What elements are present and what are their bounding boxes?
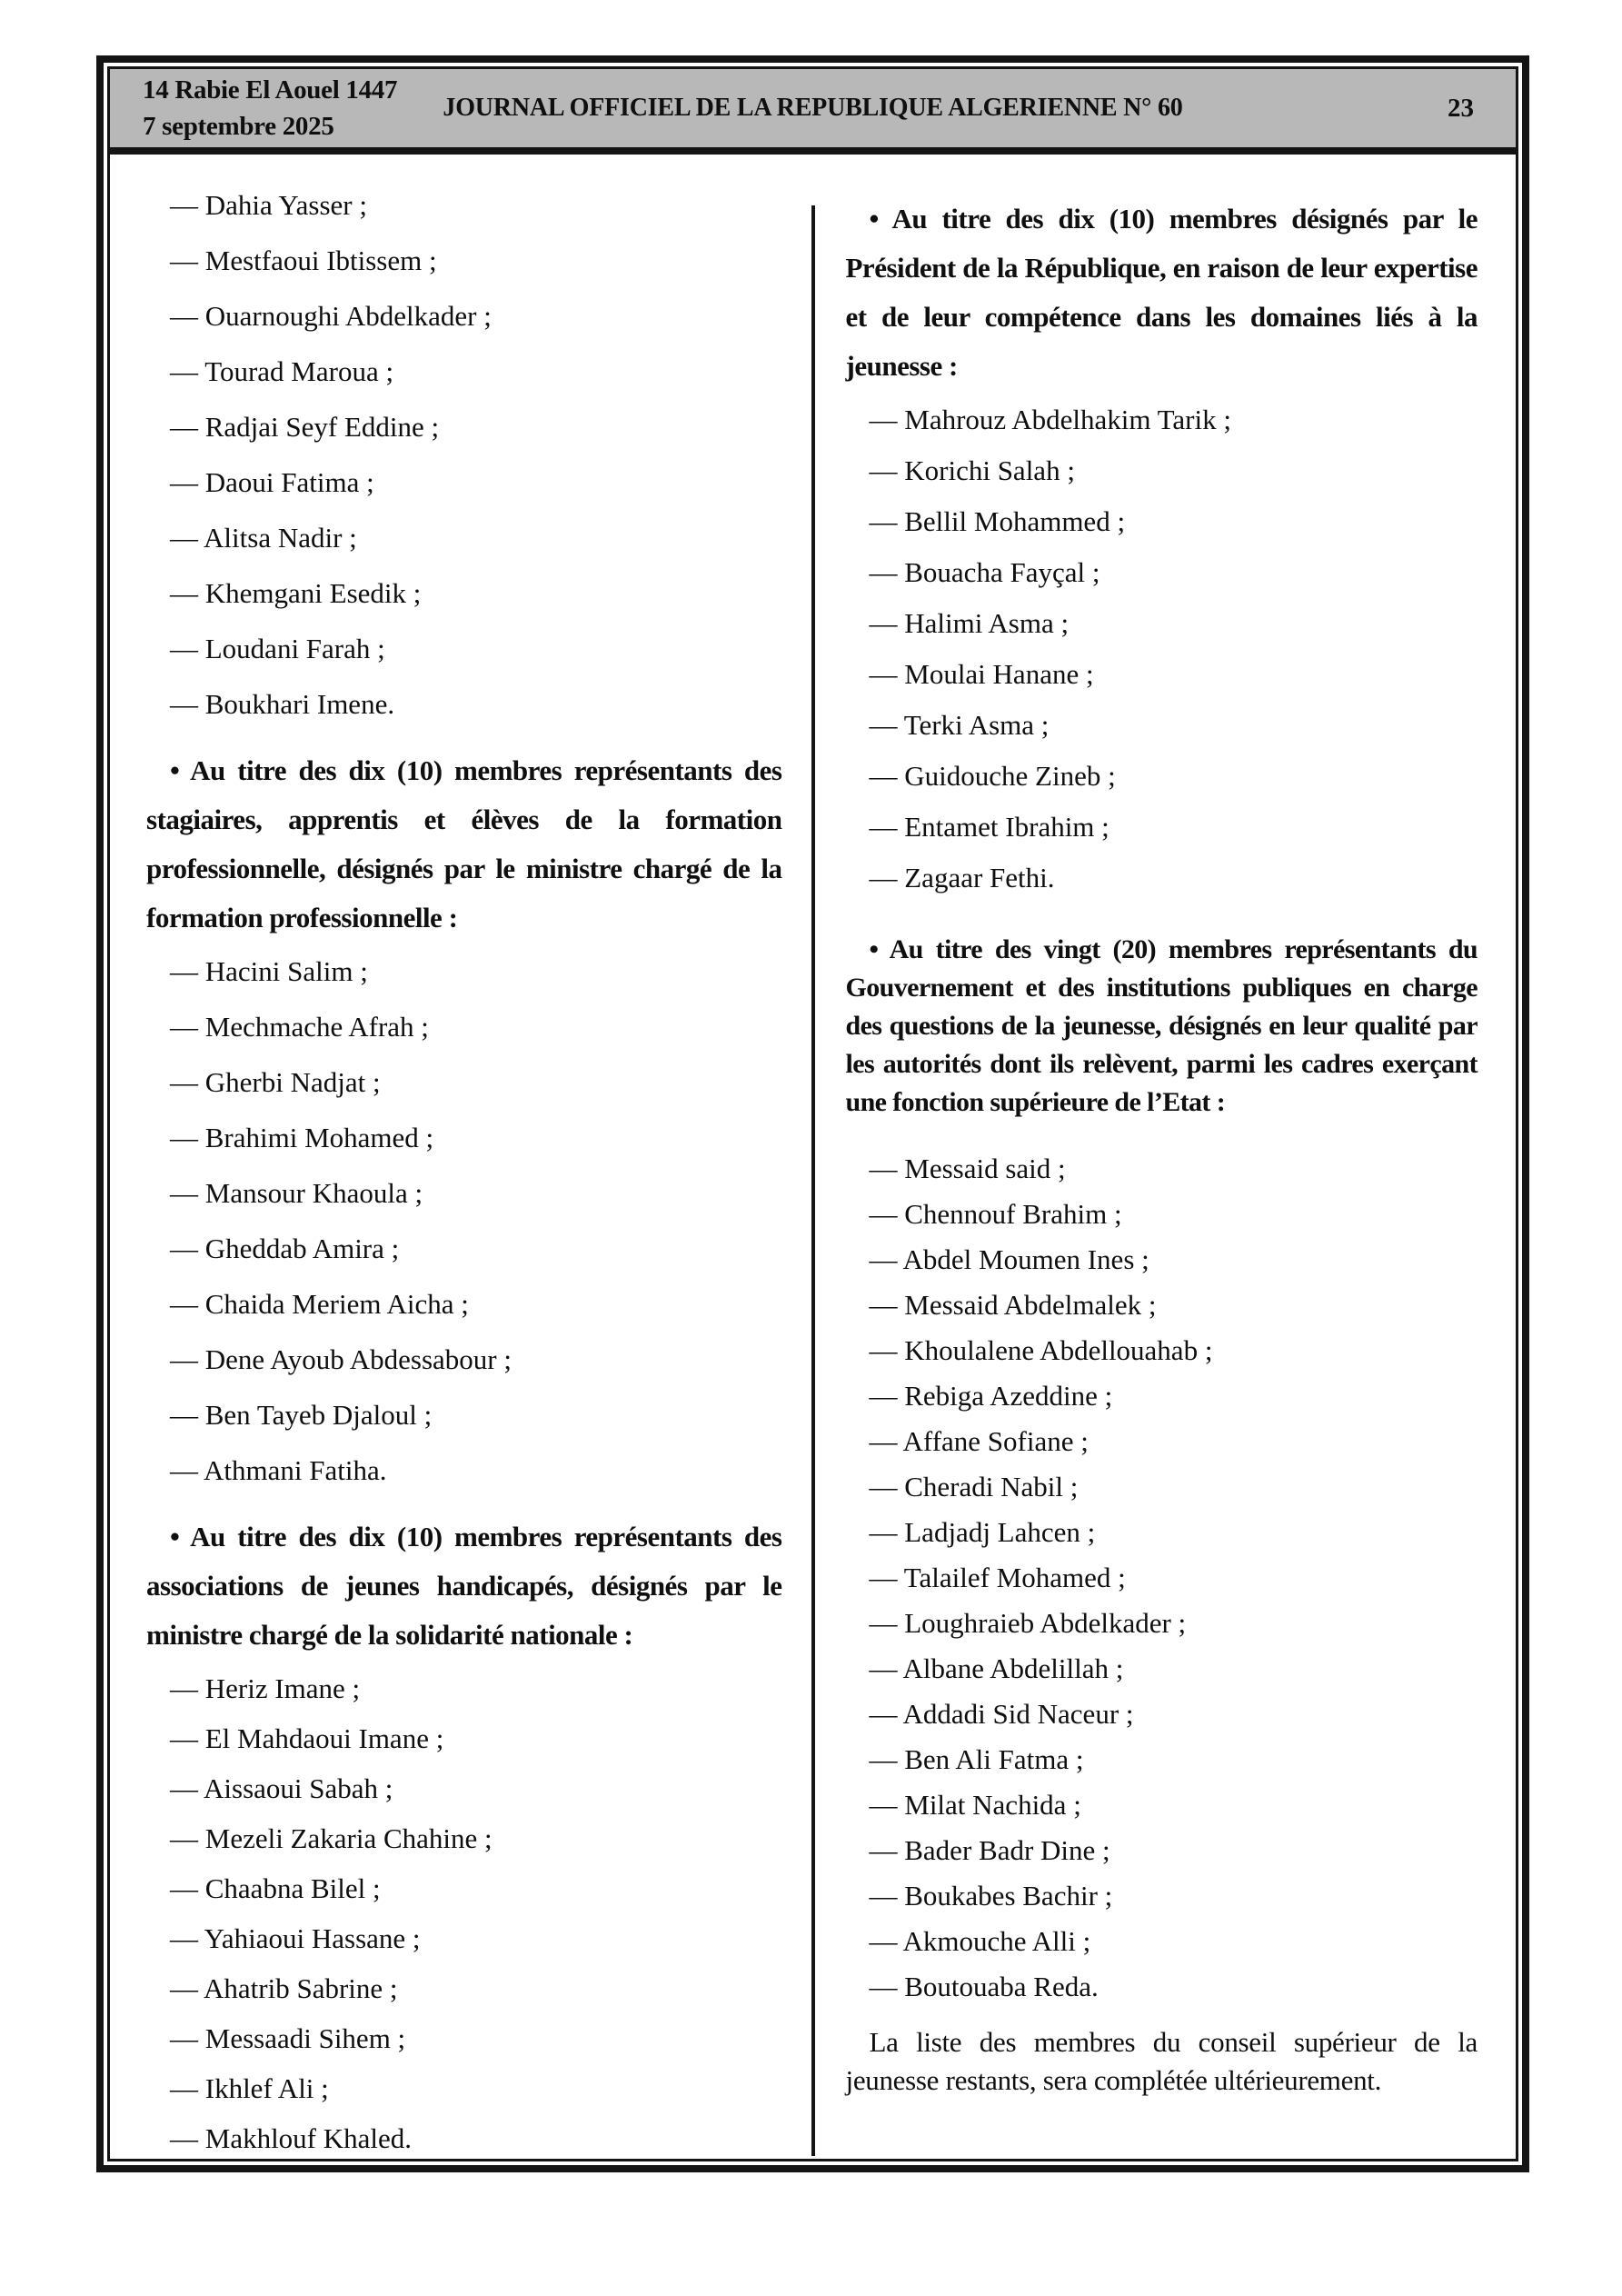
left-column	[110, 155, 813, 2161]
member-name: — Rebiga Azeddine ;	[869, 1380, 1113, 1412]
member-name: — Ikhlef Ali ;	[170, 2072, 329, 2104]
member-name: — Dahia Yasser ;	[170, 189, 367, 221]
member-name: — Mechmache Afrah ;	[170, 1011, 429, 1043]
member-name: — Loughraieb Abdelkader ;	[869, 1607, 1187, 1639]
member-name: — Korichi Salah ;	[869, 454, 1075, 486]
member-name: — Terki Asma ;	[869, 709, 1050, 741]
section-heading-president: • Au titre des dix (10) membres désignés par le Président de la République, en raison de leur expertise et de leur compétence dans les domaines liés à la jeunesse :	[845, 203, 1478, 382]
page-frame	[96, 55, 1529, 2172]
member-name: — Boukabes Bachir ;	[869, 1880, 1113, 1912]
member-name: — Bouacha Fayçal ;	[869, 556, 1100, 588]
page-content	[110, 155, 1516, 2161]
member-name: — Ahatrib Sabrine ;	[170, 1972, 398, 2004]
members-list-handicapes	[146, 1674, 782, 2153]
member-name: — Ladjadj Lahcen ;	[869, 1516, 1096, 1548]
member-name: — Daoui Fatima ;	[170, 466, 374, 498]
members-list-stagiaires	[146, 957, 782, 1485]
member-name: — El Mahdaoui Imane ;	[170, 1722, 444, 1754]
member-name: — Ben Ali Fatma ;	[869, 1743, 1084, 1775]
member-name: — Khemgani Esedik ;	[170, 577, 422, 609]
member-name: — Mezeli Zakaria Chahine ;	[170, 1822, 493, 1854]
member-name: — Loudani Farah ;	[170, 633, 385, 664]
page-header	[110, 69, 1516, 155]
column-divider	[811, 205, 815, 2156]
member-name: — Yahiaoui Hassane ;	[170, 1922, 421, 1954]
member-name: — Milat Nachida ;	[869, 1789, 1081, 1821]
member-name: — Chaida Meriem Aicha ;	[170, 1288, 469, 1320]
member-name: — Talailef Mohamed ;	[869, 1562, 1126, 1593]
journal-title: JOURNAL OFFICIEL DE LA REPUBLIQUE ALGERIENNE N° 60	[443, 94, 1183, 122]
page-frame-inner	[107, 66, 1518, 2161]
member-name: — Gherbi Nadjat ;	[170, 1066, 381, 1098]
member-name: — Mestfaoui Ibtissem ;	[170, 245, 437, 276]
member-name: — Halimi Asma ;	[869, 607, 1070, 639]
member-name: — Gheddab Amira ;	[170, 1233, 400, 1264]
member-name: — Boutouaba Reda.	[869, 1971, 1099, 2002]
member-name: — Moulai Hanane ;	[869, 658, 1094, 690]
member-name: — Heriz Imane ;	[170, 1672, 361, 1704]
member-name: — Hacini Salim ;	[170, 955, 368, 987]
closing-note: La liste des membres du conseil supérieur de la jeunesse restants, sera complétée ultérieurement.	[845, 2026, 1478, 2096]
member-name: — Boukhari Imene.	[170, 688, 395, 720]
members-list-president	[846, 405, 1478, 893]
section-heading-gouvernement: • Au titre des vingt (20) membres représentants du Gouvernement et des institutions publiques en charge des questions de la jeunesse, désignés en leur qualité par les autorités dont ils relèvent, parmi les cadres exerçant une fonction supérieure de l’Etat :	[845, 934, 1478, 1117]
member-name: — Tourad Maroua ;	[170, 355, 394, 387]
member-name: — Akmouche Alli ;	[869, 1925, 1091, 1957]
member-name: — Alitsa Nadir ;	[170, 522, 357, 554]
member-name: — Ben Tayeb Djaloul ;	[170, 1399, 433, 1431]
member-name: — Mansour Khaoula ;	[170, 1177, 423, 1209]
member-name: — Albane Abdelillah ;	[869, 1652, 1124, 1684]
header-dates	[143, 72, 415, 145]
member-name: — Bellil Mohammed ;	[869, 505, 1126, 537]
section-heading-stagiaires: • Au titre des dix (10) membres représentants des stagiaires, apprentis et élèves de la formation professionnelle, désignés par le ministre chargé de la formation professionnelle :	[146, 754, 782, 933]
member-name: — Khoulalene Abdellouahab ;	[869, 1334, 1213, 1366]
member-name: — Messaid said ;	[869, 1153, 1066, 1184]
members-list-gouvernement	[846, 1154, 1478, 2002]
section-heading-handicapes: • Au titre des dix (10) membres représentants des associations de jeunes handicapés, désignés par le ministre chargé de la solidarité nationale :	[146, 1521, 782, 1651]
page-number: 23	[1448, 93, 1474, 123]
member-name: — Guidouche Zineb ;	[869, 760, 1116, 792]
member-name: — Addadi Sid Naceur ;	[869, 1698, 1134, 1730]
member-name: — Makhlouf Khaled.	[170, 2122, 413, 2154]
member-name: — Radjai Seyf Eddine ;	[170, 411, 440, 443]
members-list-1	[146, 191, 782, 719]
date-gregorian: 7 septembre 2025	[143, 112, 334, 141]
member-name: — Affane Sofiane ;	[869, 1425, 1089, 1457]
right-column	[813, 155, 1517, 2161]
member-name: — Messaadi Sihem ;	[170, 2022, 406, 2054]
member-name: — Brahimi Mohamed ;	[170, 1122, 434, 1153]
member-name: — Abdel Moumen Ines ;	[869, 1243, 1149, 1275]
member-name: — Cheradi Nabil ;	[869, 1471, 1079, 1502]
member-name: — Entamet Ibrahim ;	[869, 811, 1110, 843]
member-name: — Bader Badr Dine ;	[869, 1834, 1110, 1866]
member-name: — Aissaoui Sabah ;	[170, 1772, 393, 1804]
member-name: — Chaabna Bilel ;	[170, 1872, 381, 1904]
member-name: — Dene Ayoub Abdessabour ;	[170, 1343, 512, 1375]
member-name: — Zagaar Fethi.	[869, 862, 1055, 893]
member-name: — Ouarnoughi Abdelkader ;	[170, 300, 492, 332]
date-hijri: 14 Rabie El Aouel 1447	[143, 75, 398, 105]
member-name: — Athmani Fatiha.	[170, 1454, 387, 1486]
member-name: — Chennouf Brahim ;	[869, 1198, 1122, 1230]
member-name: — Mahrouz Abdelhakim Tarik ;	[869, 404, 1231, 435]
member-name: — Messaid Abdelmalek ;	[869, 1289, 1157, 1321]
